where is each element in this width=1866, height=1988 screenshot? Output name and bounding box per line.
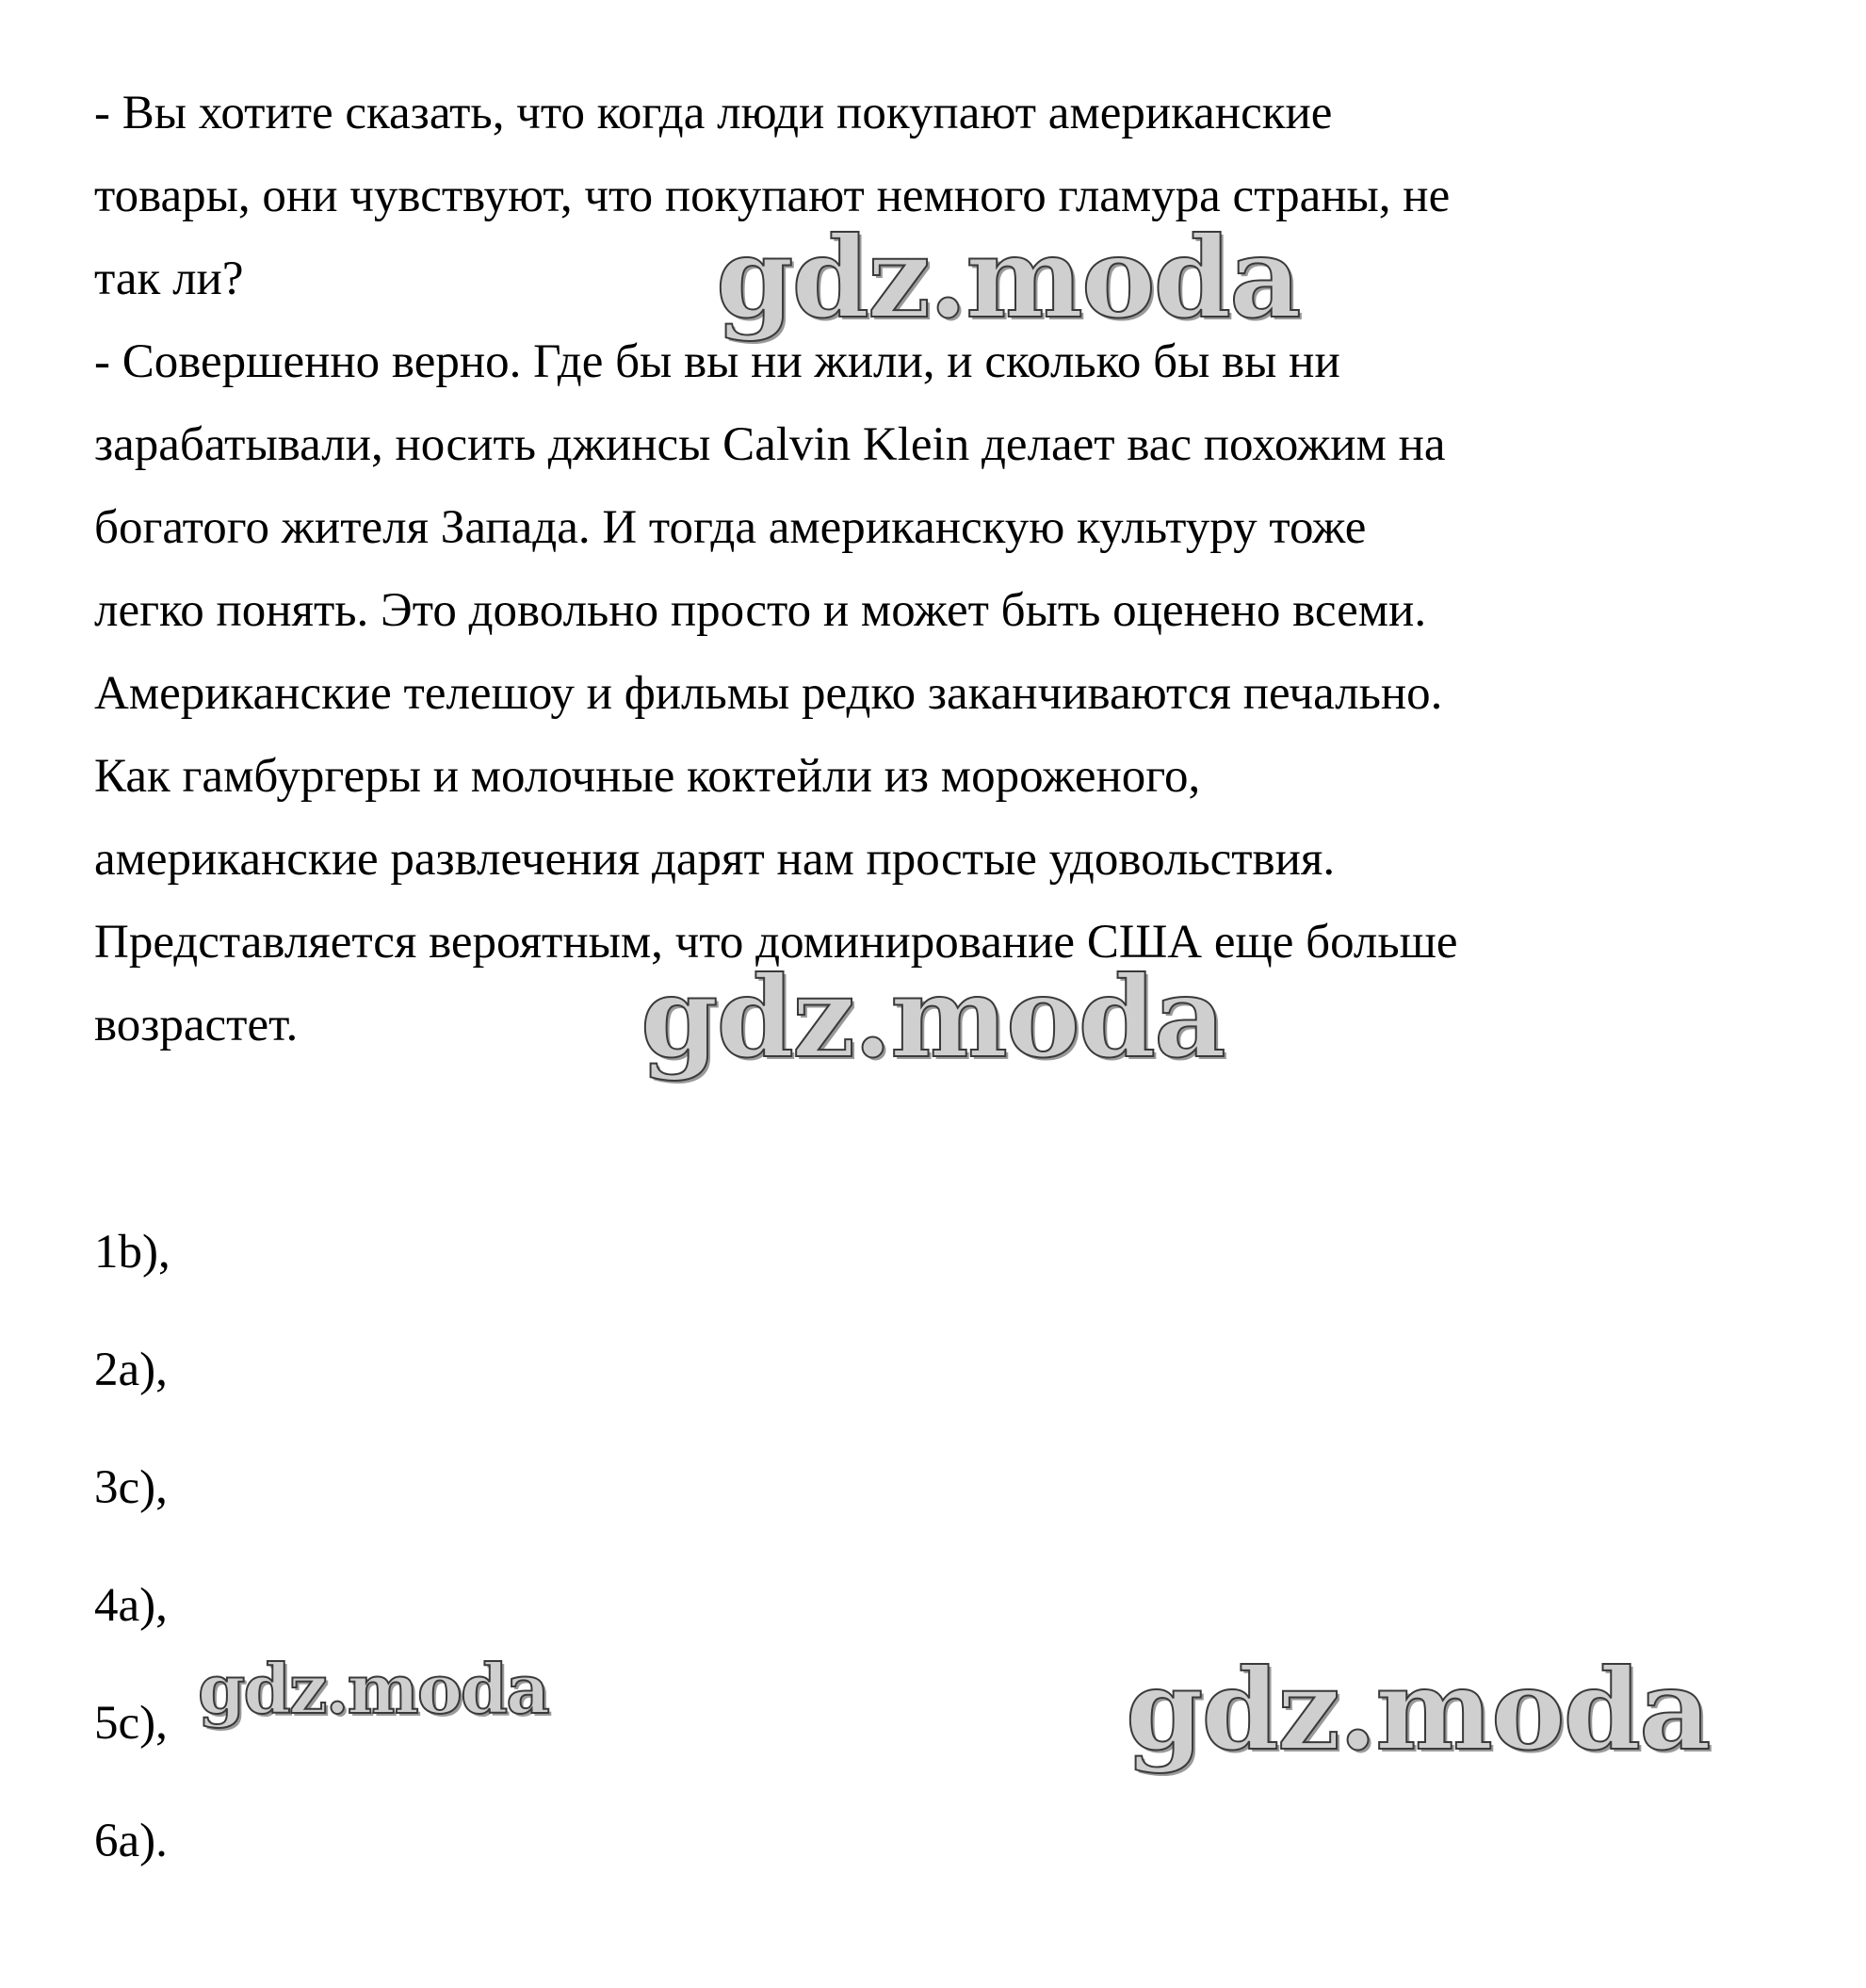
watermark: gdz.moda [641,952,1225,1083]
watermark: gdz.moda [716,212,1300,343]
passage-line: легко понять. Это довольно просто и может быть оценено всеми. [94,584,1427,637]
watermark: gdz.moda [198,1649,548,1729]
passage-line: Американские телешоу и фильмы редко заканчиваются печально. [94,667,1443,720]
passage-line: товары, они чувствуют, что покупают немного гламура страны, не [94,170,1451,222]
passage-line: возрастет. [94,999,299,1051]
passage-line: американские развлечения дарят нам простые удовольствия. [94,833,1336,886]
passage-line: - Совершенно верно. Где бы вы ни жили, и сколько бы вы ни [94,335,1340,388]
answer-item: 5c), [94,1697,168,1750]
passage-line: Представляется вероятным, что доминирование США еще больше [94,916,1458,969]
answer-item: 2a), [94,1344,168,1396]
answer-item: 3c), [94,1461,168,1514]
answer-item: 6a). [94,1815,168,1867]
answer-item: 1b), [94,1226,170,1279]
passage-line: зарабатывали, носить джинсы Calvin Klein делает вас похожим на [94,418,1446,471]
passage-line: богатого жителя Запада. И тогда американскую культуру тоже [94,501,1367,554]
answer-item: 4a), [94,1579,168,1632]
passage-line: - Вы хотите сказать, что когда люди покупают американские [94,87,1333,139]
watermark: gdz.moda [1126,1644,1710,1775]
passage-line: Как гамбургеры и молочные коктейли из мороженого, [94,750,1201,803]
passage-line: так ли? [94,253,244,305]
